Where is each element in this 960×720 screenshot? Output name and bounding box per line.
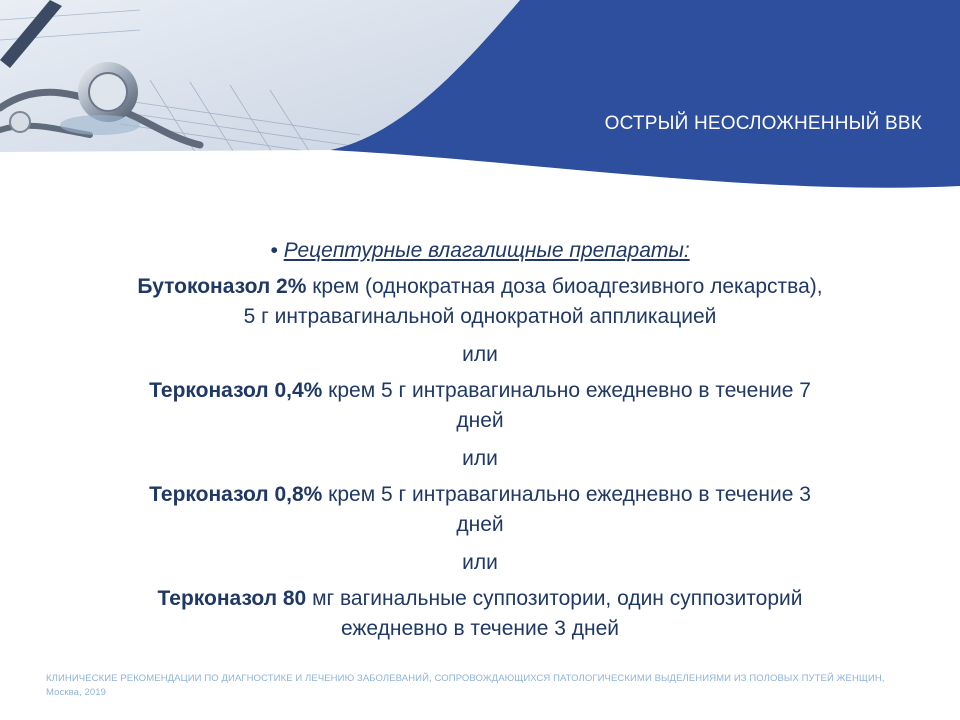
drug-text-line2: ежедневно в течение 3 дней: [340, 617, 620, 640]
drug-text: крем (однократная доза биоадгезивного лекарства),: [306, 275, 823, 298]
drug-text-line2: 5 г интравагинальной однократной аппликацией: [243, 305, 717, 328]
drug-text: крем 5 г интравагинально ежедневно в течение 3: [322, 483, 811, 506]
drug-text: мг вагинальные суппозитории, один суппозиторий: [306, 587, 803, 610]
drug-text-line2: дней: [456, 409, 504, 432]
drug-name: Бутоконазол 2%: [137, 275, 307, 298]
footer-city: Москва, 2019: [46, 687, 107, 698]
drug-item-terconazole-80: [60, 584, 900, 644]
subhead-text: Рецептурные влагалищные препараты:: [283, 239, 690, 262]
main-content: [60, 236, 900, 644]
footer-citation: [46, 672, 906, 700]
or-separator: или: [462, 551, 498, 574]
drug-text: крем 5 г интравагинально ежедневно в течение 7: [322, 379, 811, 402]
drug-item-terconazole-08: [60, 480, 900, 540]
bullet-icon: •: [270, 239, 278, 262]
drug-name: Терконазол 0,8%: [149, 483, 323, 506]
section-subhead: [60, 236, 900, 266]
drug-item-butoconazole: [60, 272, 900, 332]
footer-text: КЛИНИЧЕСКИЕ РЕКОМЕНДАЦИИ ПО ДИАГНОСТИКЕ И ЛЕЧЕНИЮ ЗАБОЛЕВАНИЙ, СОПРОВОЖДАЮЩИХСЯ ПАТОЛОГИЧЕСКИМИ ВЫДЕЛЕНИЯМИ ИЗ ПОЛОВЫХ ПУТЕЙ ЖЕНЩИН,: [46, 673, 885, 684]
drug-name: Терконазол 80: [157, 587, 307, 610]
drug-name: Терконазол 0,4%: [149, 379, 323, 402]
drug-text-line2: дней: [456, 513, 504, 536]
header-art: [0, 0, 960, 200]
or-separator: или: [462, 343, 498, 366]
drug-item-terconazole-04: [60, 376, 900, 436]
or-separator: или: [462, 447, 498, 470]
page-title: ОСТРЫЙ НЕОСЛОЖНЕННЫЙ ВВК: [604, 113, 922, 134]
